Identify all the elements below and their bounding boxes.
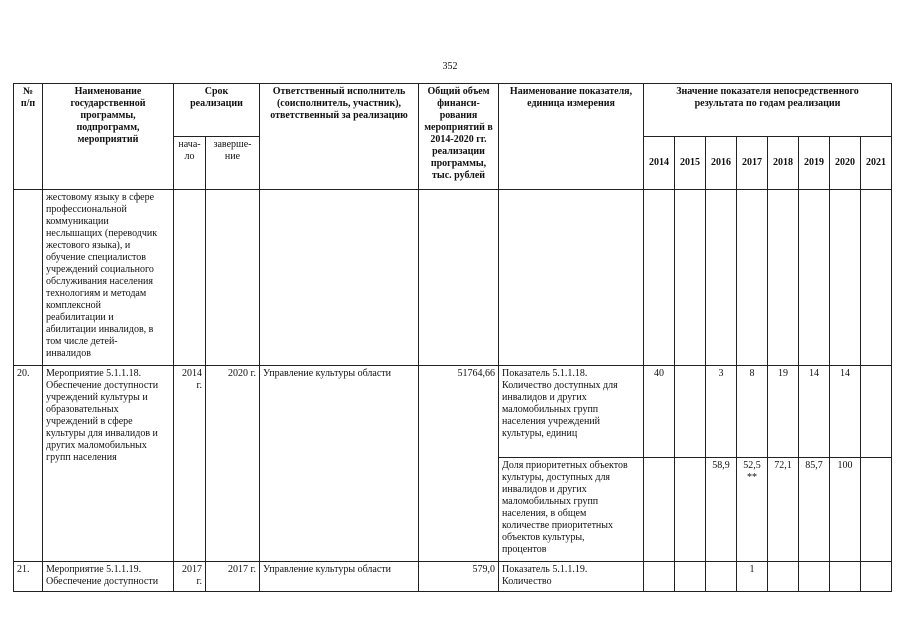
cell-value-2021	[861, 366, 892, 458]
cell-value-2018	[768, 562, 799, 592]
cell-value-2018: 19	[768, 366, 799, 458]
cell-volume: 579,0	[419, 562, 499, 592]
cell-executor: Управление культуры области	[260, 562, 419, 592]
cell-value-2016: 3	[706, 366, 737, 458]
header-term: Срок реализации	[174, 84, 260, 137]
cell-value-2021	[861, 562, 892, 592]
cell-value-2015	[675, 458, 706, 562]
cell-value-2017: 1	[737, 562, 768, 592]
header-term-start: нача- ло	[174, 137, 206, 190]
year-2021: 2021	[861, 137, 892, 190]
header-name: Наименование государственной программы, подпрограмм, мероприятий	[43, 84, 174, 190]
cell-volume: 51764,66	[419, 366, 499, 562]
cell-value-2014: 40	[644, 366, 675, 458]
year-2018: 2018	[768, 137, 799, 190]
year-2015: 2015	[675, 137, 706, 190]
header-executor: Ответственный исполнитель (соисполнитель, участник), ответственный за реализацию	[260, 84, 419, 190]
cell-value-2019	[799, 562, 830, 592]
year-2017: 2017	[737, 137, 768, 190]
cell-num	[14, 190, 43, 366]
year-2019: 2019	[799, 137, 830, 190]
table-row-continuation	[14, 190, 892, 366]
cell-value-2017: 8	[737, 366, 768, 458]
cell-value-2015	[675, 562, 706, 592]
cell-value-2021	[861, 458, 892, 562]
header-term-end: заверше- ние	[206, 137, 260, 190]
cell-value-2017: 52,5 **	[737, 458, 768, 562]
header-values: Значение показателя непосредственного результата по годам реализации	[644, 84, 892, 137]
table-row-20	[14, 366, 892, 458]
cell-name: жестовому языку в сфере профессиональной коммуникации неслышащих (переводчик жестового языка), и обучение специалистов учреждений социального обслуживания населения технологиям и методам комплексной реабилитации и абилитации инвалидов, в том числе детей- инвалидов	[43, 190, 174, 366]
table-row-21	[14, 562, 892, 592]
page-number: 352	[442, 61, 458, 72]
header-num: № п/п	[14, 84, 43, 190]
cell-indicator: Доля приоритетных объектов культуры, доступных для инвалидов и других маломобильных групп населения, в общем количестве приоритетных объектов культуры, процентов	[499, 458, 644, 562]
cell-value-2019: 85,7	[799, 458, 830, 562]
cell-num: 20.	[14, 366, 43, 562]
program-table	[13, 83, 892, 592]
cell-value-2019: 14	[799, 366, 830, 458]
cell-value-2014	[644, 458, 675, 562]
cell-start: 2014 г.	[174, 366, 206, 562]
cell-value-2020: 100	[830, 458, 861, 562]
year-2020: 2020	[830, 137, 861, 190]
cell-value-2014	[644, 562, 675, 592]
cell-value-2016: 58,9	[706, 458, 737, 562]
cell-num: 21.	[14, 562, 43, 592]
cell-value-2015	[675, 366, 706, 458]
header-row-1	[14, 84, 892, 137]
cell-value-2016	[706, 562, 737, 592]
year-2014: 2014	[644, 137, 675, 190]
cell-value-2020	[830, 562, 861, 592]
cell-value-2020: 14	[830, 366, 861, 458]
cell-start: 2017 г.	[174, 562, 206, 592]
cell-name: Мероприятие 5.1.1.19. Обеспечение доступности	[43, 562, 174, 592]
cell-indicator: Показатель 5.1.1.19. Количество	[499, 562, 644, 592]
cell-name: Мероприятие 5.1.1.18. Обеспечение доступности учреждений культуры и образовательных учреждений в сфере культуры для инвалидов и других маломобильных групп населения	[43, 366, 174, 562]
cell-end: 2017 г.	[206, 562, 260, 592]
year-2016: 2016	[706, 137, 737, 190]
cell-indicator: Показатель 5.1.1.18. Количество доступных для инвалидов и других маломобильных групп населения учреждений культуры, единиц	[499, 366, 644, 458]
cell-executor: Управление культуры области	[260, 366, 419, 562]
header-indicator: Наименование показателя, единица измерения	[499, 84, 644, 190]
header-volume: Общий объем финанси- рования мероприятий в 2014-2020 гг. реализации программы, тыс. рублей	[419, 84, 499, 190]
cell-value-2018: 72,1	[768, 458, 799, 562]
cell-end: 2020 г.	[206, 366, 260, 562]
